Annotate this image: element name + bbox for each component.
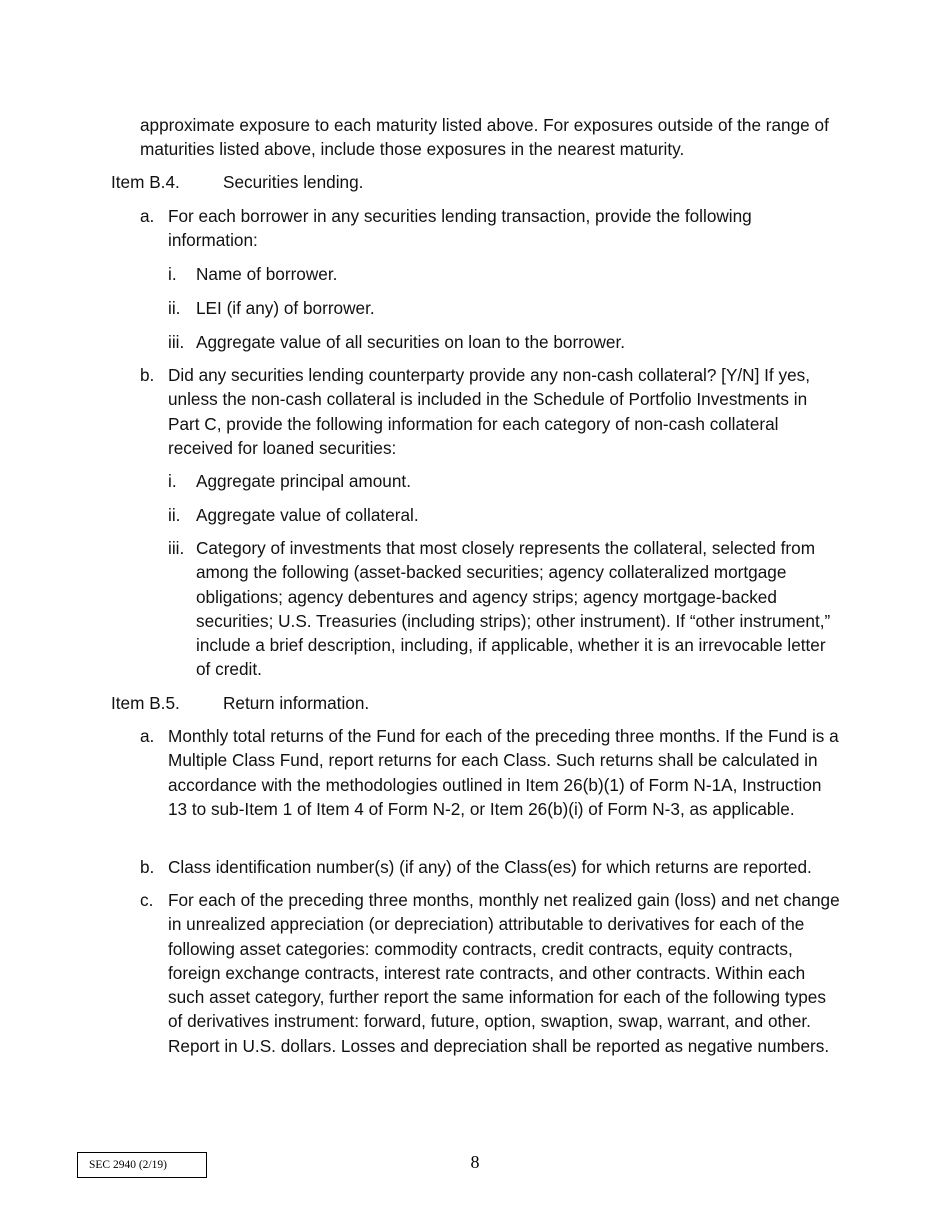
item-number: Item B.4. [111, 172, 180, 192]
list-item-text: For each of the preceding three months, monthly net realized gain (loss) and net change in unrealized appreciation (or depreciation) attributable to derivatives for each of the following asset categories: commodity contracts, credit contracts, equity contracts, foreign exchange contracts, interest rate contracts, and other contracts. Within each such asset category, further report the same information for each of the following types of derivatives instrument: forward, future, option, swaption, swap, warrant, and other. Report in U.S. dollars. Losses and depreciation shall be reported as negative numbers. [168, 890, 840, 1056]
item-b4-a-ii [168, 296, 840, 320]
list-item-text: Name of borrower. [196, 264, 338, 284]
item-b5-c [140, 888, 840, 1058]
item-b4-b-ii [168, 503, 840, 527]
list-marker: i. [168, 471, 177, 491]
item-b4-a [140, 204, 840, 253]
list-marker: iii. [168, 332, 185, 352]
list-item-text: Class identification number(s) (if any) of the Class(es) for which returns are reported. [168, 857, 812, 877]
list-item-text: Aggregate value of collateral. [196, 505, 419, 525]
form-id-label: SEC 2940 (2/19) [89, 1159, 167, 1171]
list-item-text: LEI (if any) of borrower. [196, 298, 375, 318]
item-b5-heading [111, 691, 831, 715]
item-b5-b [140, 855, 840, 879]
list-marker: i. [168, 264, 177, 284]
item-b4-a-iii [168, 330, 840, 354]
item-b4-b [140, 363, 840, 460]
list-marker: b. [140, 857, 155, 877]
continuation-paragraph: approximate exposure to each maturity listed above. For exposures outside of the range of maturities listed above, include those exposures in the nearest maturity. [140, 115, 829, 160]
item-number: Item B.5. [111, 693, 180, 713]
item-b5-a [140, 724, 840, 821]
list-marker: a. [140, 726, 155, 746]
list-marker: c. [140, 890, 154, 910]
list-item-text: Did any securities lending counterparty provide any non-cash collateral? [Y/N] If yes, unless the non-cash collateral is included in the Schedule of Portfolio Investments in Part C, provide the following information for each category of non-cash collateral received for loaned securities: [168, 365, 810, 458]
item-b4-b-iii [168, 536, 840, 682]
list-item-text: Category of investments that most closely represents the collateral, selected from among the following (asset-backed securities; agency collateralized mortgage obligations; agency debentures and agency strips; agency mortgage-backed securities; U.S. Treasuries (including strips); other instrument). If “other instrument,” include a brief description, including, if applicable, whether it is an irrevocable letter of credit. [196, 538, 831, 680]
list-item-text: Monthly total returns of the Fund for each of the preceding three months. If the Fund is a Multiple Class Fund, report returns for each Class. Such returns shall be calculated in accordance with the methodologies outlined in Item 26(b)(1) of Form N-1A, Instruction 13 to sub-Item 1 of Item 4 of Form N-2, or Item 26(b)(i) of Form N-3, as applicable. [168, 726, 839, 819]
list-marker: iii. [168, 538, 185, 558]
list-item-text: Aggregate value of all securities on loan to the borrower. [196, 332, 625, 352]
item-title: Return information. [223, 693, 370, 713]
list-marker: ii. [168, 298, 181, 318]
list-marker: a. [140, 206, 155, 226]
page-number: 8 [470, 1152, 480, 1172]
list-item-text: For each borrower in any securities lending transaction, provide the following information: [168, 206, 752, 251]
list-item-text: Aggregate principal amount. [196, 471, 411, 491]
list-marker: ii. [168, 505, 181, 525]
item-b4-a-i [168, 262, 840, 286]
item-b4-heading [111, 170, 831, 194]
item-b4-b-i [168, 469, 840, 493]
list-marker: b. [140, 365, 155, 385]
form-id-box [77, 1152, 207, 1178]
item-title: Securities lending. [223, 172, 364, 192]
